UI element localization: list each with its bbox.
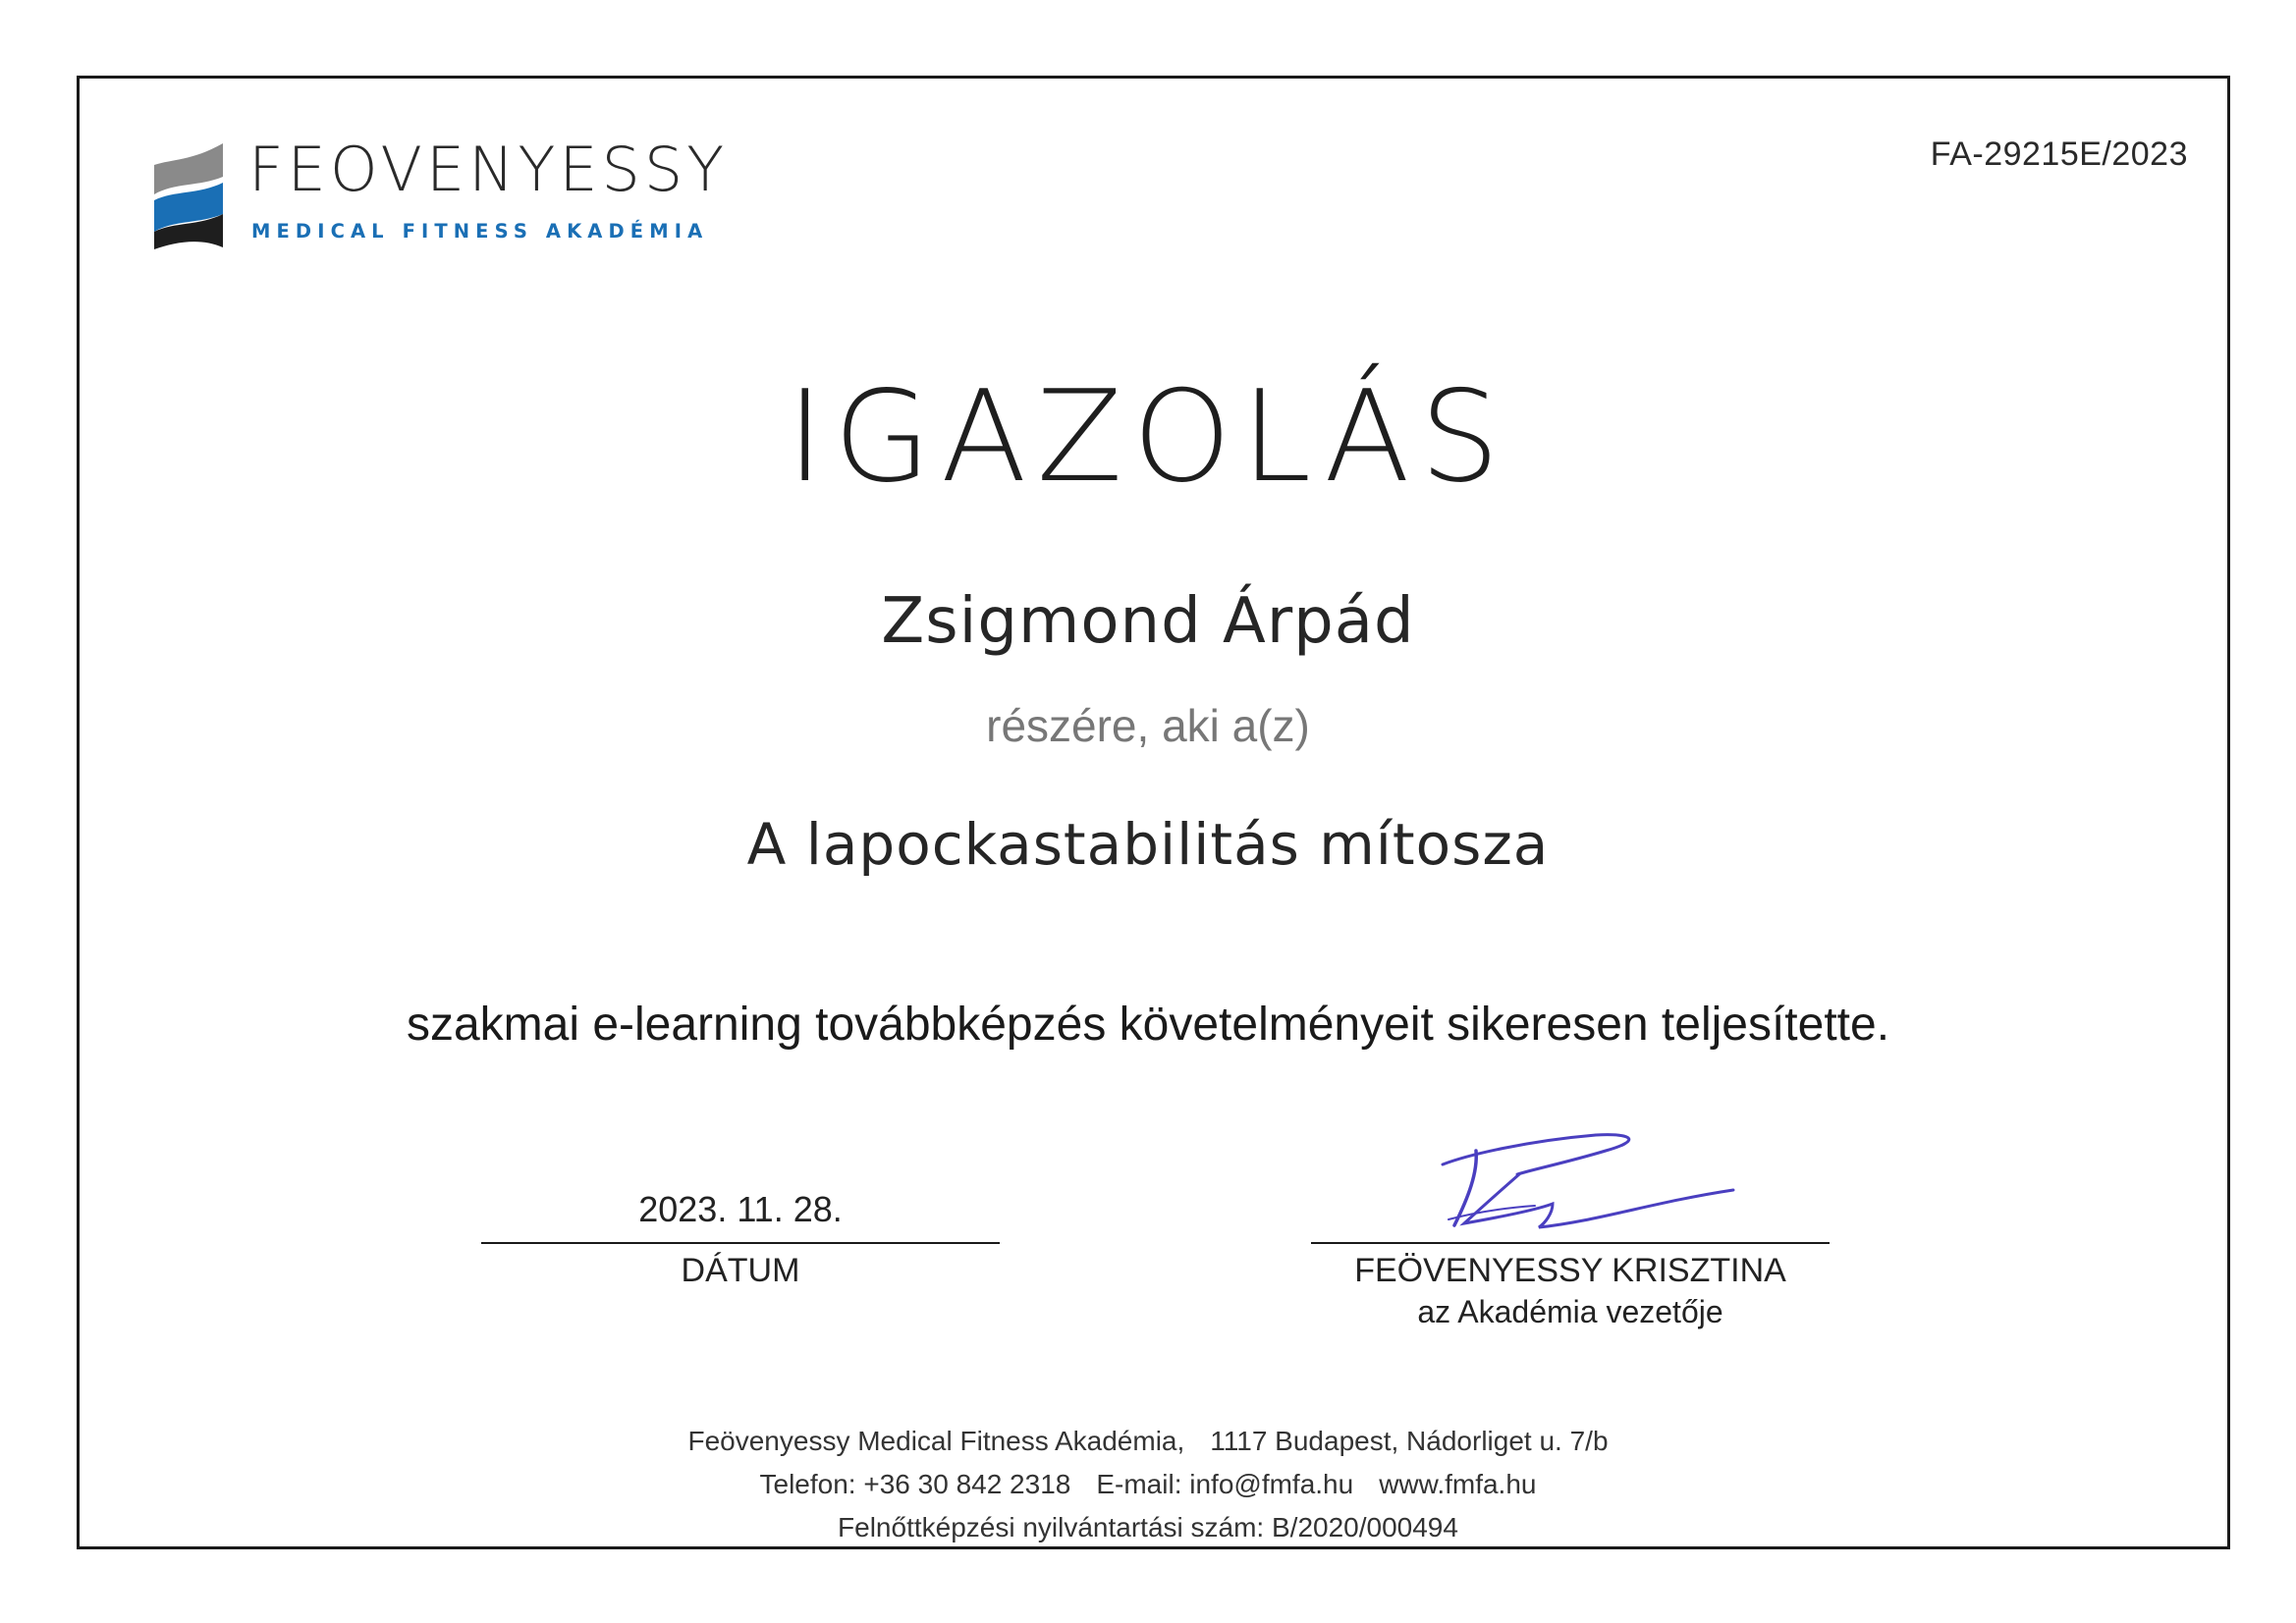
footer-website[interactable]: www.fmfa.hu	[1379, 1469, 1537, 1499]
completion-statement: szakmai e-learning továbbképzés követelményeit sikeresen teljesítette.	[406, 999, 1890, 1051]
date-line	[481, 1242, 1000, 1244]
date-label: DÁTUM	[681, 1252, 800, 1289]
footer	[0, 1420, 2296, 1549]
date-block	[481, 1182, 1000, 1290]
signatory-name: FEÖVENYESSY KRISZTINA	[1354, 1252, 1786, 1289]
footer-org: Feövenyessy Medical Fitness Akadémia,	[687, 1426, 1185, 1456]
wave-flag-logo-icon	[152, 143, 225, 249]
certificate-number: FA-29215E/2023	[1930, 135, 2188, 173]
logo	[152, 134, 729, 252]
recipient-name: Zsigmond Árpád	[881, 585, 1415, 658]
course-title: A lapockastabilitás mítosza	[746, 811, 1550, 878]
logo-subtitle: MEDICAL FITNESS AKADÉMIA	[251, 220, 709, 243]
certificate-title: IGAZOLÁS	[787, 364, 1509, 511]
signature-block	[1311, 1129, 1830, 1330]
footer-phone: Telefon: +36 30 842 2318	[759, 1469, 1071, 1499]
footer-address-line	[0, 1420, 2296, 1463]
footer-contact-line	[0, 1463, 2296, 1506]
date-value: 2023. 11. 28.	[638, 1189, 843, 1229]
footer-registration: Felnőttképzési nyilvántartási szám: B/2020/000494	[838, 1512, 1458, 1542]
handwritten-signature	[1311, 1129, 1830, 1237]
footer-email[interactable]: E-mail: info@fmfa.hu	[1096, 1469, 1354, 1499]
recipient-caption: részére, aki a(z)	[986, 700, 1310, 751]
signature-line	[1311, 1242, 1830, 1244]
logo-name: FEOVENYESSY	[248, 134, 729, 205]
signatory-role: az Akadémia vezetője	[1417, 1294, 1723, 1329]
footer-address: 1117 Budapest, Nádorliget u. 7/b	[1210, 1426, 1609, 1456]
